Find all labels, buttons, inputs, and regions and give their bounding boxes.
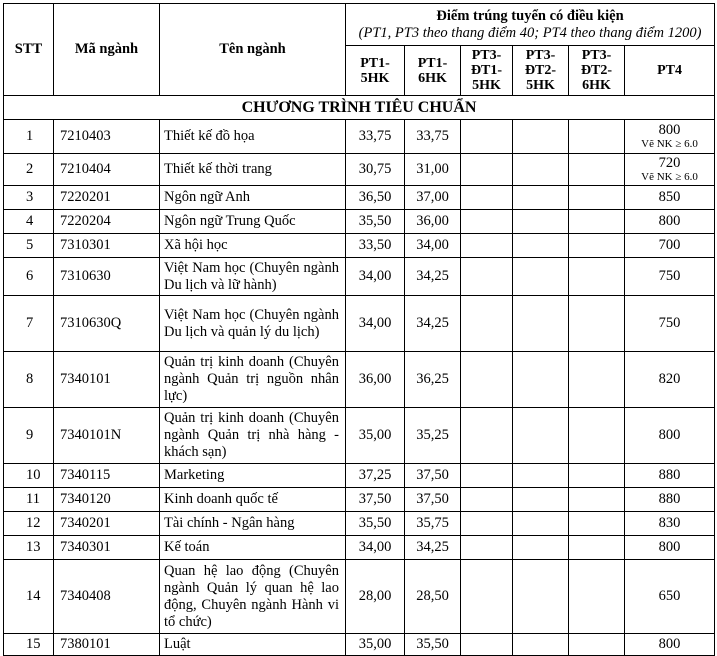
row-name: Tài chính - Ngân hàng (160, 512, 346, 536)
row-pt3-dt1-5hk (461, 408, 513, 464)
table-row (4, 234, 715, 258)
row-pt3-dt2-5hk (513, 536, 569, 560)
row-pt1-6hk: 34,00 (405, 234, 461, 258)
row-pt3-dt2-6hk (569, 408, 625, 464)
header-score-group (346, 4, 715, 46)
row-pt3-dt2-5hk (513, 120, 569, 154)
row-code: 7310630Q (54, 296, 160, 352)
row-pt1-5hk: 36,50 (346, 186, 405, 210)
row-pt3-dt2-6hk (569, 352, 625, 408)
row-pt3-dt2-6hk (569, 634, 625, 656)
row-pt3-dt2-5hk (513, 408, 569, 464)
row-pt3-dt2-6hk (569, 512, 625, 536)
row-pt1-6hk: 35,50 (405, 634, 461, 656)
row-pt3-dt2-6hk (569, 560, 625, 634)
pt4-score: 800 (658, 122, 681, 138)
row-pt1-5hk: 37,50 (346, 488, 405, 512)
row-pt1-5hk: 34,00 (346, 536, 405, 560)
row-stt: 3 (4, 186, 54, 210)
row-stt: 6 (4, 258, 54, 296)
header-stt: STT (4, 4, 54, 96)
row-pt3-dt2-6hk (569, 186, 625, 210)
row-pt4: 880 (625, 488, 715, 512)
row-pt3-dt2-6hk (569, 296, 625, 352)
row-stt: 2 (4, 154, 54, 186)
row-pt1-6hk: 35,75 (405, 512, 461, 536)
header-name: Tên ngành (160, 4, 346, 96)
row-pt3-dt2-5hk (513, 210, 569, 234)
row-code: 7380101 (54, 634, 160, 656)
row-pt3-dt1-5hk (461, 120, 513, 154)
row-pt4 (625, 154, 715, 186)
row-pt3-dt1-5hk (461, 464, 513, 488)
row-pt3-dt2-6hk (569, 536, 625, 560)
row-stt: 5 (4, 234, 54, 258)
row-code: 7210403 (54, 120, 160, 154)
row-pt1-5hk: 33,50 (346, 234, 405, 258)
table-row (4, 488, 715, 512)
row-pt4: 800 (625, 634, 715, 656)
table-body (4, 96, 715, 656)
row-pt4: 800 (625, 210, 715, 234)
row-pt1-6hk: 37,50 (405, 488, 461, 512)
row-pt1-5hk: 36,00 (346, 352, 405, 408)
row-name: Thiết kế đồ họa (160, 120, 346, 154)
row-pt3-dt1-5hk (461, 258, 513, 296)
row-stt: 11 (4, 488, 54, 512)
row-pt1-6hk: 35,25 (405, 408, 461, 464)
row-name: Quản trị kinh doanh (Chuyên ngành Quản trị nguồn nhân lực) (160, 352, 346, 408)
row-stt: 13 (4, 536, 54, 560)
table-row (4, 120, 715, 154)
row-pt3-dt1-5hk (461, 296, 513, 352)
row-stt: 4 (4, 210, 54, 234)
row-pt1-5hk: 33,75 (346, 120, 405, 154)
row-pt3-dt1-5hk (461, 634, 513, 656)
row-name: Quan hệ lao động (Chuyên ngành Quản lý quan hệ lao động, Chuyên ngành Hành vi tổ chức) (160, 560, 346, 634)
row-stt: 1 (4, 120, 54, 154)
row-name: Marketing (160, 464, 346, 488)
row-stt: 14 (4, 560, 54, 634)
row-pt1-5hk: 37,25 (346, 464, 405, 488)
table-row (4, 352, 715, 408)
admission-score-table (3, 3, 715, 656)
row-name: Thiết kế thời trang (160, 154, 346, 186)
row-pt1-6hk: 34,25 (405, 258, 461, 296)
row-stt: 10 (4, 464, 54, 488)
row-pt1-6hk: 34,25 (405, 536, 461, 560)
row-stt: 15 (4, 634, 54, 656)
row-code: 7340101 (54, 352, 160, 408)
table-row (4, 186, 715, 210)
row-pt4: 700 (625, 234, 715, 258)
table-row (4, 210, 715, 234)
table-row (4, 464, 715, 488)
row-pt3-dt1-5hk (461, 234, 513, 258)
table-row (4, 296, 715, 352)
row-code: 7210404 (54, 154, 160, 186)
row-pt3-dt2-5hk (513, 634, 569, 656)
row-name: Kinh doanh quốc tế (160, 488, 346, 512)
header-code: Mã ngành (54, 4, 160, 96)
table-header (4, 4, 715, 96)
row-code: 7340120 (54, 488, 160, 512)
row-pt3-dt1-5hk (461, 154, 513, 186)
row-stt: 7 (4, 296, 54, 352)
table-row (4, 408, 715, 464)
row-name: Việt Nam học (Chuyên ngành Du lịch và quản lý du lịch) (160, 296, 346, 352)
row-pt4: 750 (625, 296, 715, 352)
pt4-score: 720 (658, 155, 681, 171)
row-pt3-dt1-5hk (461, 488, 513, 512)
row-pt3-dt2-5hk (513, 186, 569, 210)
row-pt3-dt2-5hk (513, 234, 569, 258)
row-pt3-dt2-6hk (569, 210, 625, 234)
row-pt1-5hk: 30,75 (346, 154, 405, 186)
row-name: Việt Nam học (Chuyên ngành Du lịch và lữ hành) (160, 258, 346, 296)
row-pt4: 650 (625, 560, 715, 634)
row-pt1-5hk: 35,50 (346, 210, 405, 234)
row-pt4: 750 (625, 258, 715, 296)
table-row (4, 154, 715, 186)
header-pt3-dt2-6hk: PT3- ĐT2- 6HK (569, 46, 625, 96)
row-pt3-dt2-6hk (569, 488, 625, 512)
pt4-note: Vẽ NK ≥ 6.0 (641, 171, 698, 183)
row-code: 7310630 (54, 258, 160, 296)
row-pt3-dt2-6hk (569, 154, 625, 186)
row-code: 7340301 (54, 536, 160, 560)
row-name: Quản trị kinh doanh (Chuyên ngành Quản trị nhà hàng - khách sạn) (160, 408, 346, 464)
header-pt1-6hk: PT1- 6HK (405, 46, 461, 96)
row-pt3-dt1-5hk (461, 352, 513, 408)
pt4-note: Vẽ NK ≥ 6.0 (641, 138, 698, 150)
row-pt3-dt2-6hk (569, 120, 625, 154)
table-row (4, 560, 715, 634)
header-pt3-dt2-5hk: PT3- ĐT2- 5HK (513, 46, 569, 96)
row-pt1-6hk: 37,00 (405, 186, 461, 210)
row-pt4: 800 (625, 408, 715, 464)
row-pt1-5hk: 34,00 (346, 296, 405, 352)
row-pt3-dt2-5hk (513, 296, 569, 352)
row-name: Xã hội học (160, 234, 346, 258)
row-code: 7310301 (54, 234, 160, 258)
row-pt1-6hk: 37,50 (405, 464, 461, 488)
row-pt3-dt2-5hk (513, 154, 569, 186)
row-pt3-dt2-6hk (569, 464, 625, 488)
row-pt3-dt2-5hk (513, 488, 569, 512)
row-code: 7220201 (54, 186, 160, 210)
row-pt4: 830 (625, 512, 715, 536)
row-code: 7340101N (54, 408, 160, 464)
row-pt3-dt2-5hk (513, 464, 569, 488)
row-name: Luật (160, 634, 346, 656)
score-group-title: Điểm trúng tuyển có điều kiện (436, 7, 624, 24)
row-pt1-6hk: 34,25 (405, 296, 461, 352)
row-pt4: 850 (625, 186, 715, 210)
row-pt1-6hk: 36,00 (405, 210, 461, 234)
row-pt3-dt2-6hk (569, 234, 625, 258)
table-row (4, 634, 715, 656)
row-pt1-5hk: 35,00 (346, 634, 405, 656)
table-row (4, 512, 715, 536)
header-pt1-5hk: PT1- 5HK (346, 46, 405, 96)
table-row (4, 536, 715, 560)
row-pt3-dt1-5hk (461, 560, 513, 634)
row-pt3-dt2-5hk (513, 512, 569, 536)
row-stt: 12 (4, 512, 54, 536)
row-code: 7340408 (54, 560, 160, 634)
row-pt3-dt2-5hk (513, 258, 569, 296)
row-pt1-5hk: 34,00 (346, 258, 405, 296)
row-name: Kế toán (160, 536, 346, 560)
row-pt3-dt2-6hk (569, 258, 625, 296)
header-pt4: PT4 (625, 46, 715, 96)
row-pt4: 820 (625, 352, 715, 408)
row-pt4: 800 (625, 536, 715, 560)
row-code: 7340201 (54, 512, 160, 536)
row-pt3-dt2-5hk (513, 352, 569, 408)
row-stt: 9 (4, 408, 54, 464)
row-pt3-dt2-5hk (513, 560, 569, 634)
row-pt1-6hk: 28,50 (405, 560, 461, 634)
row-pt4 (625, 120, 715, 154)
row-pt3-dt1-5hk (461, 186, 513, 210)
score-group-subtitle: (PT1, PT3 theo thang điểm 40; PT4 theo thang điểm 1200) (358, 24, 702, 41)
row-code: 7220204 (54, 210, 160, 234)
row-code: 7340115 (54, 464, 160, 488)
row-pt1-5hk: 35,00 (346, 408, 405, 464)
row-name: Ngôn ngữ Anh (160, 186, 346, 210)
section-title: CHƯƠNG TRÌNH TIÊU CHUẨN (4, 96, 715, 120)
header-pt3-dt1-5hk: PT3- ĐT1- 5HK (461, 46, 513, 96)
row-pt3-dt1-5hk (461, 512, 513, 536)
row-pt1-6hk: 33,75 (405, 120, 461, 154)
table-row (4, 258, 715, 296)
row-pt3-dt1-5hk (461, 210, 513, 234)
row-pt1-5hk: 28,00 (346, 560, 405, 634)
row-stt: 8 (4, 352, 54, 408)
row-pt1-6hk: 36,25 (405, 352, 461, 408)
row-name: Ngôn ngữ Trung Quốc (160, 210, 346, 234)
row-pt1-6hk: 31,00 (405, 154, 461, 186)
row-pt4: 880 (625, 464, 715, 488)
row-pt1-5hk: 35,50 (346, 512, 405, 536)
row-pt3-dt1-5hk (461, 536, 513, 560)
